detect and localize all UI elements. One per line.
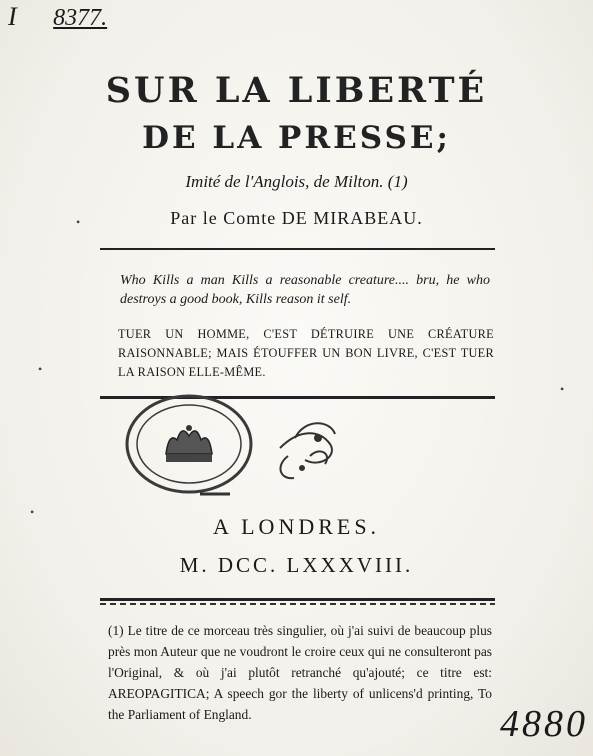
title-line-1: SUR LA LIBERTÉ xyxy=(105,70,488,111)
subtitle-imitation: Imité de l'Anglois, de Milton. (1) xyxy=(185,172,408,191)
handwritten-mark-left: I xyxy=(8,2,17,31)
handwritten-catalog-mark xyxy=(8,2,107,32)
paper-speck: • xyxy=(560,382,565,396)
paper-speck: • xyxy=(38,362,43,376)
handwritten-shelf-number: 4880 xyxy=(500,703,588,745)
subtitle-author: Par le Comte DE MIRABEAU. xyxy=(170,208,423,228)
imprint-place: A LONDRES. xyxy=(212,514,381,539)
footnote: (1) Le titre de ce morceau très singulier, où j'ai suivi de beaucoup plus près mon Auteur que ne voudront le croire ceux qui ne consulteront pas l'Original, & où j'ai plutôt retranché qu'ajouté; ce titre est: AREOPAGITICA; A speech gor the liberty of unlicens'd printing, To the Parliament of England. xyxy=(108,623,492,722)
divider-rule xyxy=(100,248,495,250)
divider-rule xyxy=(100,598,495,601)
epigraph-english: Who Kills a man Kills a reasonable creature.... bru, he who destroys a good book, Kills reason it self. xyxy=(120,273,490,307)
handwritten-mark-number: 8377. xyxy=(53,5,108,31)
paper-speck: • xyxy=(30,505,35,519)
title-line-2: DE LA PRESSE; xyxy=(142,120,451,156)
imprint-date: M. DCC. LXXXVIII. xyxy=(179,553,414,577)
library-stamp-icon xyxy=(122,392,256,496)
dotted-rule xyxy=(100,603,495,605)
paper-speck: • xyxy=(76,215,81,229)
epigraph-french: TUER UN HOMME, C'EST DÉTRUIRE UNE CRÉATURE RAISONNABLE; MAIS ÉTOUFFER UN BON LIVRE, C'EST TUER LA RAISON ELLE-MÊME. xyxy=(118,327,494,379)
